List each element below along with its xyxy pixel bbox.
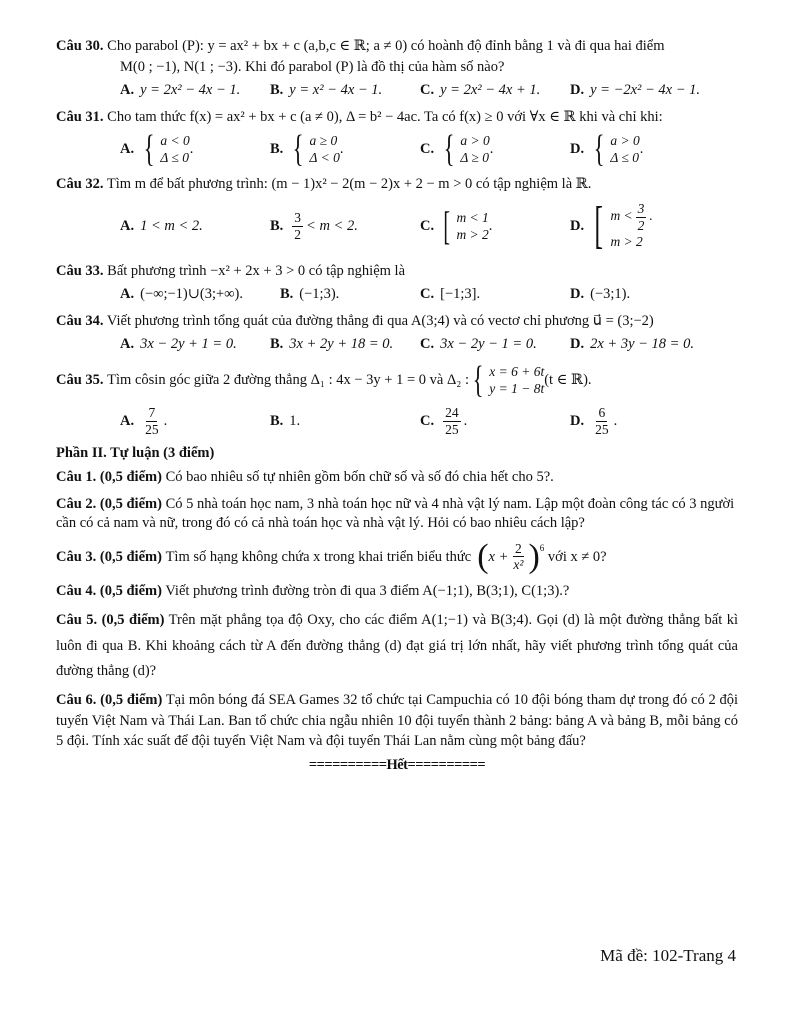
essay-question-1: Câu 1. (0,5 điểm) Có bao nhiêu số tự nhiên gồm bốn chữ số và số đó chia hết cho 5?.	[56, 469, 554, 486]
option-a: A. 1 < m < 2.	[120, 217, 203, 234]
exam-page	[56, 36, 738, 774]
option-b: B. (−1;3).	[280, 286, 340, 303]
option-a: A. y = 2x² − 4x − 1.	[120, 82, 241, 99]
essay-question-2: Câu 2. (0,5 điểm) Có 5 nhà toán học nam, 3 nhà toán học nữ và 4 nhà vật lý nam. Lập một đoàn công tác có 3 người cần có cả nam và nữ, trong đó có cả nhà toán học và nhà vật lý. Hỏi có bao nhiêu cách lập?	[56, 495, 735, 532]
options-row	[56, 284, 738, 305]
option-b: B. 3x + 2y + 18 = 0.	[270, 336, 394, 353]
question-number: Câu 35.	[56, 371, 104, 388]
page-footer: Mã đề: 102-Trang 4	[600, 946, 736, 965]
option-c: C. [−1;3].	[420, 286, 481, 303]
question-text: Cho parabol (P): y = ax² + bx + c (a,b,c ∈ ℝ; a ≠ 0) có hoành độ đỉnh bằng 1 và đi qua hai điểm	[107, 38, 665, 54]
question-number: Câu 31.	[56, 109, 104, 126]
option-a: A. (−∞;−1)∪(3;+∞).	[120, 286, 243, 303]
option-c: C. y = 2x² − 4x + 1.	[420, 82, 541, 99]
option-c: C. 3x − 2y − 1 = 0.	[420, 336, 537, 353]
question-number: Câu 30.	[56, 38, 104, 54]
essay-question-5: Câu 5. (0,5 điểm) Trên mặt phẳng tọa độ Oxy, cho các điểm A(1;−1) và B(3;4). Gọi (d) là một đường thẳng bất kì luôn đi qua B. Khi khoảng cách từ A đến đường thẳng (d) đạt giá trị lớn nhất, hãy viết phương trình tổng quát của đường thẳng (d)?	[56, 612, 738, 679]
option-d: D. { a > 0 Δ ≤ 0 .	[570, 128, 644, 171]
essay-question-3: Câu 3. (0,5 điểm) Tìm số hạng không chứa x trong khai triển biểu thức ( x + $\frac{2}{\text{x²}}$ ) $^6$ với x ≠ 0?	[56, 537, 607, 575]
question-number: Câu 33.	[56, 263, 104, 280]
option-c: C. [ m < 1 m > 2 .	[420, 203, 493, 249]
options-row	[56, 128, 738, 171]
option-c: C. $\frac{24}{25}$ .	[420, 405, 468, 437]
question-text: Tìm côsin góc giữa 2 đường thẳng Δ₁ : 4x − 3y + 1 = 0 và Δ₂ :	[107, 371, 469, 388]
options-row	[56, 334, 738, 355]
option-d: D. 2x + 3y − 18 = 0.	[570, 336, 694, 353]
question-text: Cho tam thức f(x) = ax² + bx + c (a ≠ 0), Δ = b² − 4ac. Ta có f(x) ≥ 0 với ∀x ∈ ℝ khi và chỉ khi:	[107, 109, 663, 126]
essay-question-6: Câu 6. (0,5 điểm) Tại môn bóng đá SEA Games 32 tổ chức tại Campuchia có 10 đội bóng tham dự trong đó có 2 đội tuyển Việt Nam và Thái Lan. Ban tổ chức chia ngẫu nhiên 10 đội tuyển thành 2 bảng: bảng A và bảng B, mỗi bảng có 5 đội. Tính xác suất để đội tuyển Việt Nam và đội tuyển Thái Lan nằm cùng một bảng đấu?	[56, 692, 738, 749]
question-text-tail: (t ∈ ℝ).	[544, 371, 592, 388]
options-row	[56, 405, 738, 437]
option-d: D. y = −2x² − 4x − 1.	[570, 82, 701, 99]
option-a: A. 3x − 2y + 1 = 0.	[120, 336, 237, 353]
option-b: B. 1.	[270, 412, 301, 429]
essay-question-4: Câu 4. (0,5 điểm) Viết phương trình đường tròn đi qua 3 điểm A(−1;1), B(3;1), C(1;3).?	[56, 582, 570, 599]
option-a: A. $\frac{7}{25}$ .	[120, 405, 168, 437]
options-row	[56, 80, 738, 101]
option-b: B. { a ≥ 0 Δ < 0 .	[270, 128, 344, 171]
question-34	[56, 311, 738, 355]
option-d: D. (−3;1).	[570, 286, 631, 303]
question-text: Bất phương trình −x² + 2x + 3 > 0 có tập nghiệm là	[107, 263, 406, 280]
question-text: Tìm m để bất phương trình: (m − 1)x² − 2(m − 2)x + 2 − m > 0 có tập nghiệm là ℝ.	[106, 176, 592, 193]
question-33	[56, 261, 738, 305]
option-b: B. $\frac{3}{2}$ < m < 2.	[270, 210, 358, 242]
option-c: C. { a > 0 Δ ≥ 0 .	[420, 128, 494, 171]
param-system: { x = 6 + 6t y = 1 − 8t	[472, 359, 545, 402]
option-a: A. { a < 0 Δ ≤ 0 .	[120, 128, 194, 171]
question-text: Viết phương trình tổng quát của đường thẳng đi qua A(3;4) và có vectơ chỉ phương u⃗ = (3;−2)	[106, 313, 654, 330]
option-d: D. [ m < $\frac{3}{2}$ . m > 2	[570, 197, 653, 255]
question-number: Câu 34.	[56, 313, 104, 330]
question-30	[56, 36, 738, 101]
options-row	[56, 197, 738, 255]
question-35	[56, 361, 738, 437]
question-number: Câu 32.	[56, 176, 104, 193]
question-31	[56, 107, 738, 171]
option-d: D. $\frac{6}{25}$ .	[570, 405, 618, 437]
part-2-title: Phần II. Tự luận (3 điểm)	[56, 445, 215, 462]
question-32	[56, 174, 738, 255]
question-text-cont: M(0 ; −1), N(1 ; −3). Khi đó parabol (P) là đồ thị của hàm số nào?	[120, 59, 505, 76]
end-marker: ==========Hết==========	[308, 757, 486, 774]
option-b: B. y = x² − 4x − 1.	[270, 82, 383, 99]
